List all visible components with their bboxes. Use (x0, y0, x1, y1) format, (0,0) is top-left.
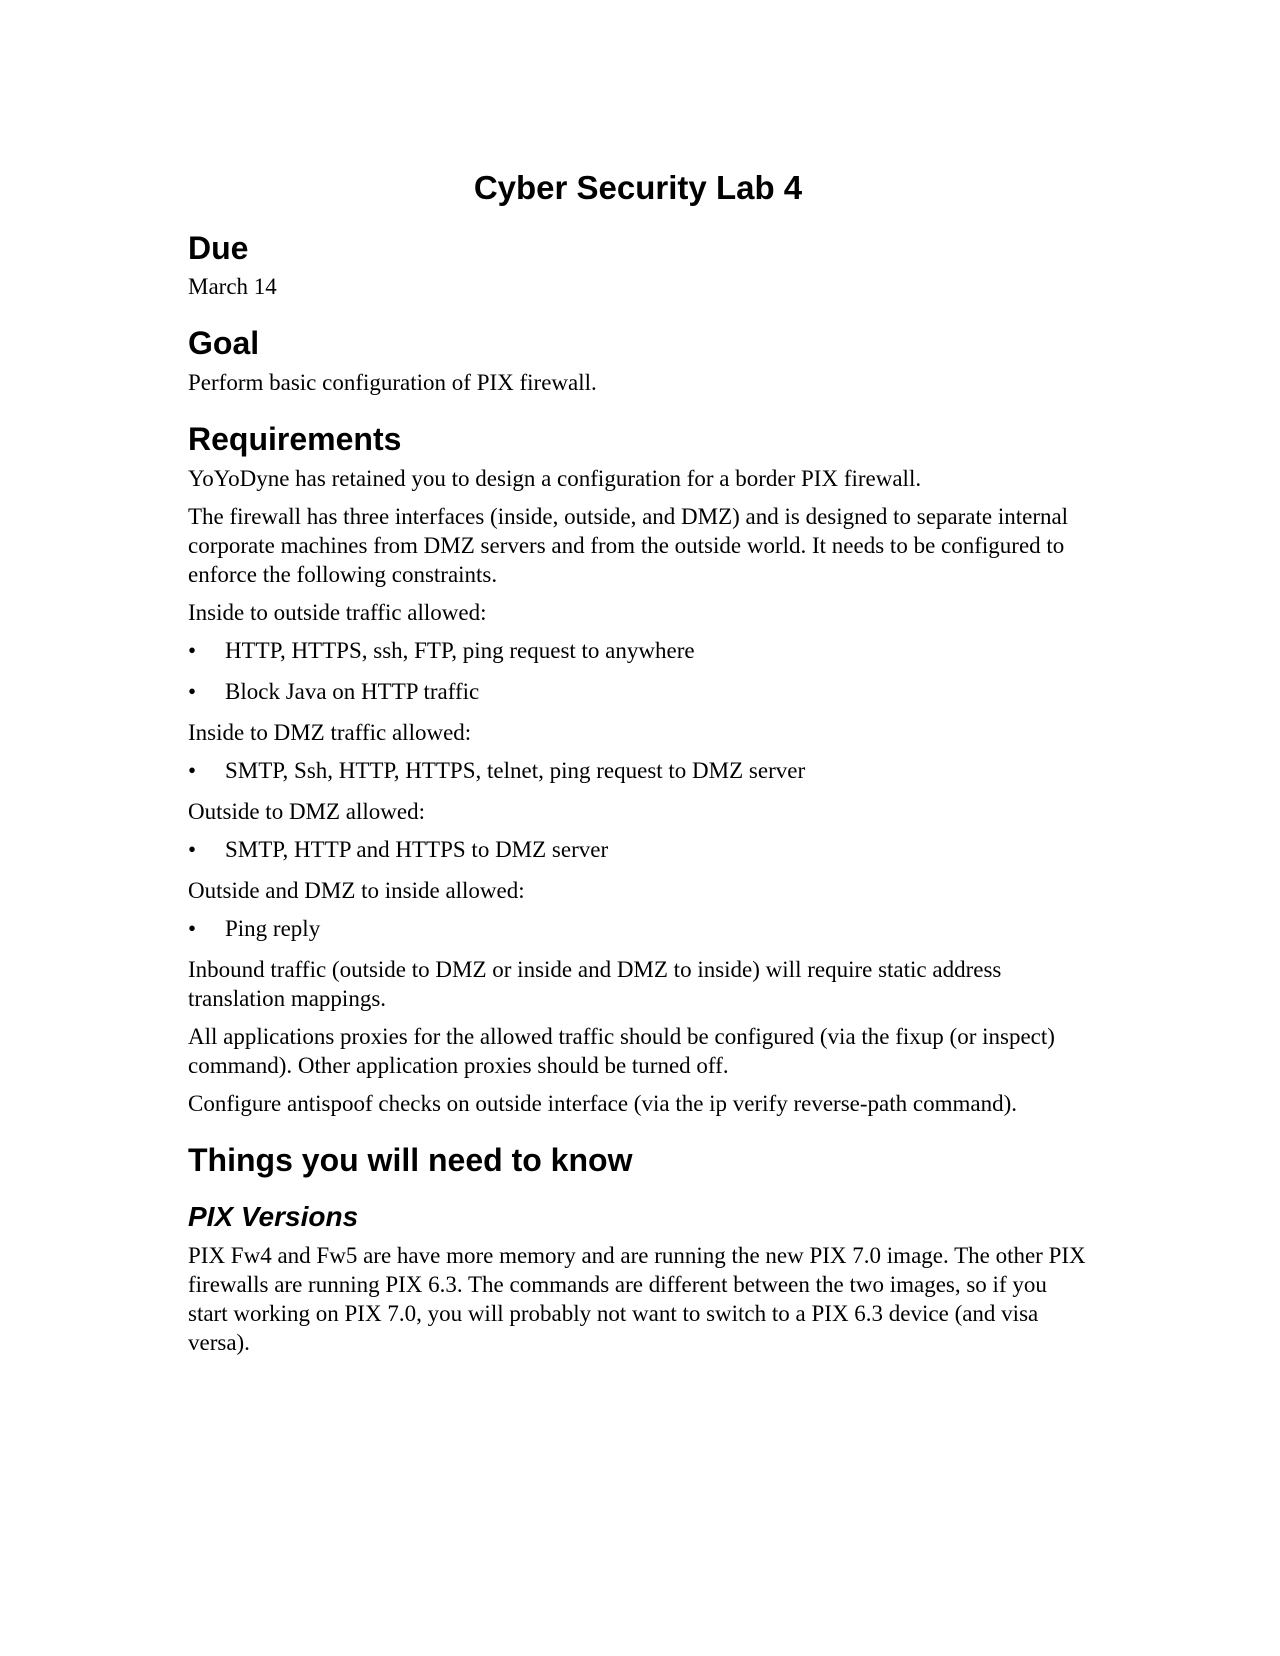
pix-versions-heading: PIX Versions (188, 1200, 359, 1232)
inside-dmz-label: Inside to DMZ traffic allowed: (188, 719, 472, 745)
outside-inside-list (188, 914, 1088, 943)
outside-dmz-label: Outside to DMZ allowed: (188, 798, 425, 824)
list-item-text: SMTP, HTTP and HTTPS to DMZ server (225, 836, 609, 862)
due-text: March 14 (188, 274, 277, 300)
requirements-paragraph-3: Inbound traffic (outside to DMZ or inside and DMZ to inside) will require static address translation mappings. (188, 956, 1002, 1011)
outside-inside-label: Outside and DMZ to inside allowed: (188, 877, 525, 903)
list-item-text: HTTP, HTTPS, ssh, FTP, ping request to anywhere (225, 637, 695, 663)
list-item (188, 677, 1088, 706)
pix-versions-text: PIX Fw4 and Fw5 are have more memory and are running the new PIX 7.0 image. The other PIX firewalls are running PIX 6.3. The commands are different between the two images, so if you start working on PIX 7.0, you will probably not want to switch to a PIX 6.3 device (and visa versa). (188, 1242, 1086, 1355)
requirements-paragraph-1: YoYoDyne has retained you to design a configuration for a border PIX firewall. (188, 465, 922, 491)
bullet-icon: • (188, 678, 197, 704)
due-heading: Due (188, 229, 249, 266)
requirements-paragraph-5: Configure antispoof checks on outside interface (via the ip verify reverse-path command). (188, 1090, 1017, 1116)
bullet-icon: • (188, 637, 197, 663)
requirements-heading: Requirements (188, 421, 402, 458)
document-title: Cyber Security Lab 4 (473, 169, 803, 206)
list-item-text: SMTP, Ssh, HTTP, HTTPS, telnet, ping request to DMZ server (225, 757, 806, 783)
document-page (188, 168, 1088, 1366)
list-item (188, 835, 1088, 864)
list-item (188, 914, 1088, 943)
outside-dmz-list (188, 835, 1088, 864)
list-item (188, 636, 1088, 665)
inside-dmz-list (188, 756, 1088, 785)
requirements-paragraph-2: The firewall has three interfaces (inside, outside, and DMZ) and is designed to separate internal corporate machines from DMZ servers and from the outside world. It needs to be configured to enforce the following constraints. (188, 503, 1069, 587)
bullet-icon: • (188, 915, 197, 941)
inside-outside-list (188, 636, 1088, 706)
bullet-icon: • (188, 757, 197, 783)
requirements-paragraph-4: All applications proxies for the allowed traffic should be configured (via the fixup (or inspect) command). Other application proxies should be turned off. (188, 1023, 1055, 1078)
goal-heading: Goal (188, 325, 260, 362)
inside-outside-label: Inside to outside traffic allowed: (188, 599, 487, 625)
list-item-text: Block Java on HTTP traffic (225, 678, 480, 704)
things-heading: Things you will need to know (188, 1141, 633, 1178)
list-item (188, 756, 1088, 785)
goal-text: Perform basic configuration of PIX firewall. (188, 370, 597, 396)
list-item-text: Ping reply (225, 915, 321, 941)
bullet-icon: • (188, 836, 197, 862)
